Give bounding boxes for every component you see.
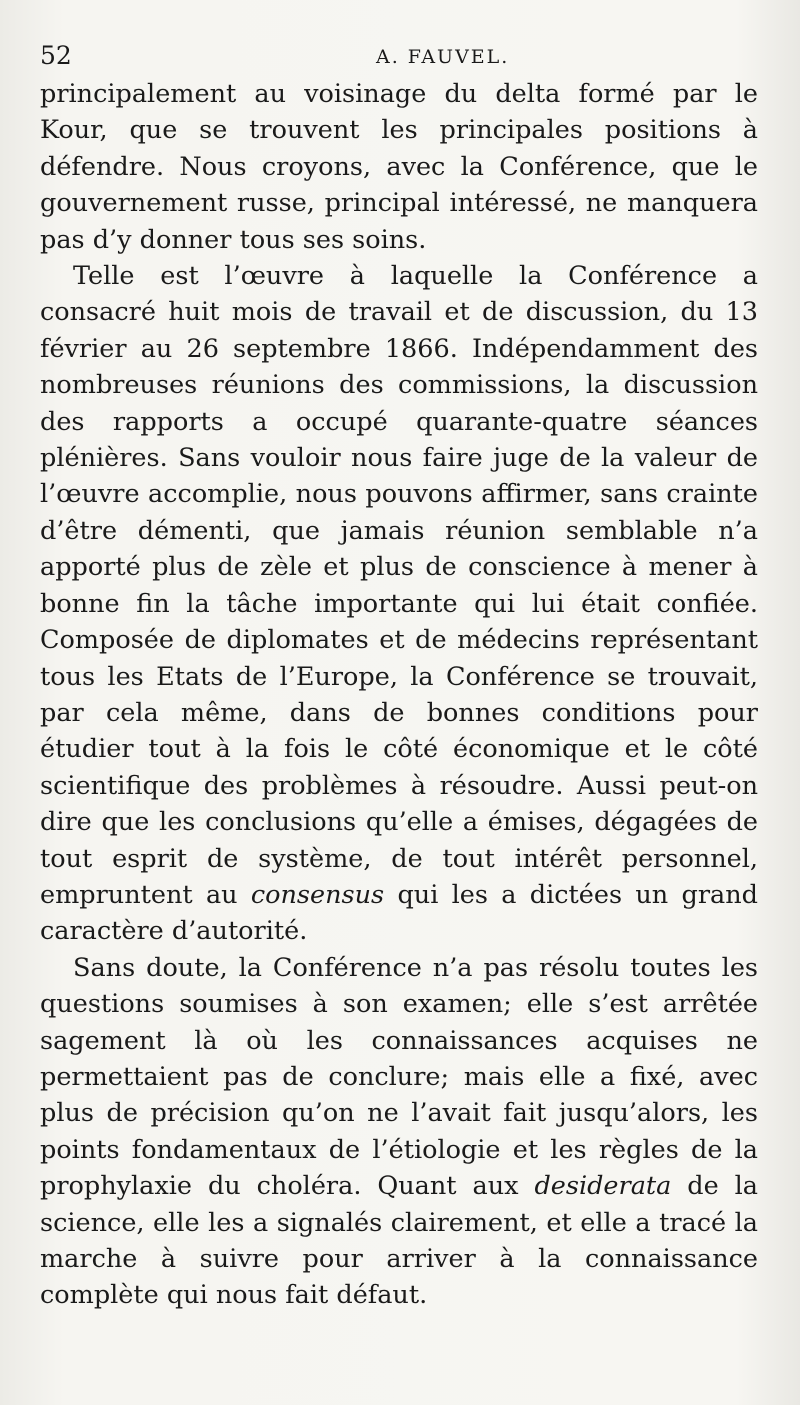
paragraph xyxy=(40,258,758,950)
text-run: Sans doute, la Conférence n’a pas résolu toutes les questions soumises à son examen; elle s’est arrêtée sagement là où les connaissances acquises ne permettaient pas de conclure; mais elle a fixé, avec plus de précision qu’on ne l’avait fait jusqu’alors, les points fondamentaux de l’étiologie et les règles de la prophylaxie du choléra. Quant aux xyxy=(40,952,758,1202)
text-run: principalement au voisinage du delta formé par le Kour, que se trouvent les principales positions à défendre. Nous croyons, avec la Conférence, que le gouvernement russe, principal intéressé, ne manquera pas d’y donner tous ses soins. xyxy=(40,79,758,255)
running-head: A. FAUVEL. xyxy=(376,46,510,68)
paragraph xyxy=(40,950,758,1314)
italic-term: desiderata xyxy=(534,1171,672,1202)
body-text xyxy=(40,76,758,1314)
text-run: qui les a dictées un grand caractère d’autorité. xyxy=(40,879,758,947)
italic-term: consensus xyxy=(250,879,385,910)
paragraph xyxy=(40,76,758,258)
text-run: Telle est l’œuvre à laquelle la Conférence a consacré huit mois de travail et de discussion, du 13 février au 26 septembre 1866. Indépendamment des nombreuses réunions des commissions, la discussion des rapports a occupé quarante-quatre séances plénières. Sans vouloir nous faire juge de la valeur de l’œuvre accomplie, nous pouvons affirmer, sans crainte d’être démenti, que jamais réunion semblable n’a apporté plus de zèle et plus de conscience à mener à bonne fin la tâche importante qui lui était confiée. Composée de diplomates et de médecins représentant tous les Etats de l’Europe, la Conférence se trouvait, par cela même, dans de bonnes conditions pour étudier tout à la fois le côté économique et le côté scientifique des problèmes à résoudre. Aussi peut-on dire que les conclusions qu’elle a émises, dégagées de tout esprit de système, de tout intérêt personnel, empruntent au xyxy=(40,261,758,910)
page-number: 52 xyxy=(40,41,72,70)
text-run: de la science, elle les a signalés clairement, et elle a tracé la marche à suivre pour arriver à la connaissance complète qui nous fait défaut. xyxy=(40,1171,758,1311)
page-header xyxy=(40,40,760,72)
